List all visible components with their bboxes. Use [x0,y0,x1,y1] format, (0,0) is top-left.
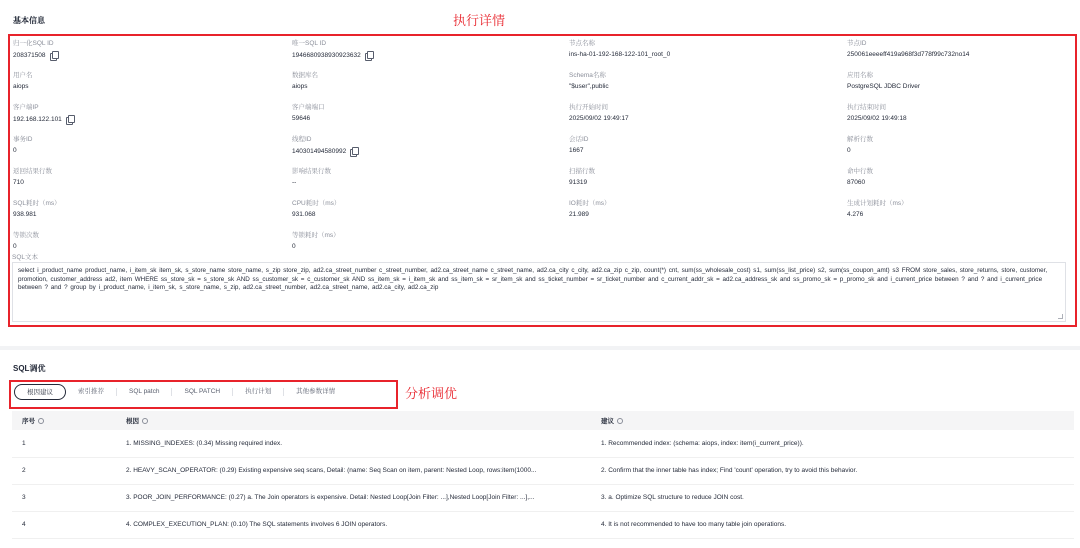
field-value [13,243,273,250]
field-value [13,83,273,90]
sort-icon[interactable] [142,418,148,424]
info-field [847,70,1080,90]
info-field [847,198,1080,218]
field-value [292,243,552,250]
field-value-text: 87060 [847,179,866,186]
info-field [13,134,273,154]
copy-icon[interactable] [66,115,73,123]
field-label: 解析行数 [847,136,873,143]
info-field [569,198,829,218]
field-label: 执行开始时间 [569,104,608,111]
field-value-text: 140301494580992 [292,147,347,155]
cell-no: 4 [12,511,116,538]
field-label: 命中行数 [847,168,873,175]
field-label: 客户端端口 [292,104,325,111]
info-field [569,38,829,58]
info-field [292,102,552,122]
field-value [292,211,552,218]
root-cause-table [12,411,1074,539]
copy-icon[interactable] [350,147,357,155]
info-field [13,166,273,186]
info-field [13,38,273,59]
field-value-text: 1667 [569,147,584,154]
cell-no: 1 [12,430,116,457]
field-value-text: 1946680938930923632 [292,51,361,59]
field-label: 等锁次数 [13,232,39,239]
tab-sql-patch-lower[interactable]: SQL patch [129,388,160,395]
info-field [847,38,1080,58]
field-value-text: 0 [13,147,17,154]
info-field [569,70,829,90]
cell-cause: 2. HEAVY_SCAN_OPERATOR: (0.29) Existing expensive seq scans, Detail: (name: Seq Scan on item, parent: Nested Loop, rows:item(1000... [116,457,591,484]
info-field [13,230,273,250]
section-divider [0,346,1080,350]
field-label: 生成计划耗时（ms） [847,200,908,207]
field-value-text: 250061eeeeff419a968f3d778f99c732no14 [847,51,970,58]
cell-advice: 2. Confirm that the inner table has index; Find 'count' operation, try to avoid this behavior. [591,457,1074,484]
field-label: 影响结果行数 [292,168,331,175]
field-value-text: 0 [292,243,296,250]
field-value-text: 2025/09/02 19:49:17 [569,115,629,122]
col-header-no[interactable] [12,411,116,430]
field-value-text: PostgreSQL JDBC Driver [847,83,921,90]
info-field [13,198,273,218]
field-value-text: 192.168.122.101 [13,115,62,123]
info-field [292,230,552,250]
field-value [13,115,273,123]
field-value [292,179,552,186]
basic-info-title: 基本信息 [13,16,45,25]
exec-details-annotation: 执行详情 [453,14,506,29]
analysis-tuning-annotation: 分析调优 [405,387,458,402]
field-value-text: ins-ha-01-192-168-122-101_root_0 [569,51,671,58]
tab-exec-plan[interactable]: 执行计划 [245,388,272,395]
tab-root-cause[interactable]: 根因建议 [14,384,66,400]
field-label: CPU耗时（ms） [292,200,341,207]
field-value-text: "$user",public [569,83,609,90]
info-field [292,166,552,186]
info-field [847,102,1080,122]
field-value [847,179,1080,186]
info-field [292,38,552,59]
info-field [847,166,1080,186]
field-value-text: 931.068 [292,211,316,218]
copy-icon[interactable] [50,51,57,59]
cell-advice: 1. Recommended index: (schema: aiops, index: item(i_current_price)). [591,430,1074,457]
sql-text-area[interactable] [12,262,1066,322]
field-value-text: 938.981 [13,211,37,218]
field-label: 返回结果行数 [13,168,52,175]
cell-cause: 4. COMPLEX_EXECUTION_PLAN: (0.10) The SQL statements involves 6 JOIN operators. [116,511,591,538]
info-field [292,134,552,155]
field-value [569,115,829,122]
sort-icon[interactable] [617,418,623,424]
cell-cause: 1. MISSING_INDEXES: (0.34) Missing required index. [116,430,591,457]
info-field [292,70,552,90]
field-value-text: 208371508 [13,51,46,59]
info-field [569,166,829,186]
field-value [569,147,829,154]
info-field [13,102,273,123]
field-value-text: 0 [13,243,17,250]
field-value [292,51,552,59]
field-value-text: 21.989 [569,211,589,218]
field-value-text: 2025/09/02 19:49:18 [847,115,907,122]
table-row [12,484,1074,511]
field-label: 客户端IP [13,104,39,111]
field-label: 事务ID [13,136,33,143]
field-value-text: 710 [13,179,24,186]
col-header-label: 根因 [126,418,139,425]
field-value-text: -- [292,179,297,186]
table-row [12,430,1074,457]
cell-advice: 4. It is not recommended to have too many table join operations. [591,511,1074,538]
field-value [13,51,273,59]
field-value [569,179,829,186]
field-value-text: 91319 [569,179,588,186]
field-value [292,147,552,155]
info-field [847,134,1080,154]
field-label: 应用名称 [847,72,873,79]
field-label: 归一化SQL ID [13,40,54,47]
info-field [569,102,829,122]
field-label: 用户名 [13,72,33,79]
field-value-text: 0 [847,147,851,154]
cell-no: 3 [12,484,116,511]
field-value-text: 59646 [292,115,311,122]
field-label: 线程ID [292,136,312,143]
field-label: 节点名称 [569,40,595,47]
table-row [12,511,1074,538]
tab-index-recommend[interactable]: 索引推荐 [78,388,104,395]
field-label: 执行结束时间 [847,104,886,111]
info-field [292,198,552,218]
field-label: 会话ID [569,136,589,143]
col-header-label: 序号 [22,418,35,425]
tab-other-params[interactable]: 其他参数详情 [296,388,336,395]
cell-cause: 3. POOR_JOIN_PERFORMANCE: (0.27) a. The Join operators is expensive. Detail: Nested Loop[Join Filter: ...],Nested Loop[Join Filter: ...],... [116,484,591,511]
sql-text-label: SQL文本 [12,254,39,261]
sql-tuning-title: SQL调优 [13,364,46,373]
field-value [847,211,1080,218]
tuning-tabs [14,383,347,401]
field-value [13,211,273,218]
field-value-text: aiops [13,83,29,90]
field-label: 唯一SQL ID [292,40,327,47]
field-value [292,115,552,122]
field-value [13,147,273,154]
field-value-text: aiops [292,83,308,90]
info-field [569,134,829,154]
field-value-text: 4.276 [847,211,864,218]
field-value [292,83,552,90]
field-value [847,83,1080,90]
cell-advice: 3. a. Optimize SQL structure to reduce JOIN cost. [591,484,1074,511]
field-label: 数据库名 [292,72,318,79]
field-value [569,51,829,58]
info-field [13,70,273,90]
col-header-advice[interactable] [591,411,1074,430]
col-header-label: 建议 [601,418,614,425]
field-label: 节点ID [847,40,867,47]
resize-grip-icon[interactable] [1058,314,1063,319]
field-label: 扫描行数 [569,168,595,175]
col-header-cause[interactable] [116,411,591,430]
field-label: Schema名称 [569,72,606,79]
cell-no: 2 [12,457,116,484]
copy-icon[interactable] [365,51,372,59]
field-label: 等锁耗时（ms） [292,232,340,239]
table-row [12,457,1074,484]
field-value [847,51,1080,58]
tab-sql-patch[interactable]: SQL PATCH [184,388,221,395]
field-value [569,211,829,218]
sort-icon[interactable] [38,418,44,424]
field-value [847,115,1080,122]
field-value [569,83,829,90]
sql-text-content: select i_product_name product_name, i_item_sk item_sk, s_store_name store_name, s_zip store_zip, ad2.ca_street_number c_street_number, ad2.ca_street_name c_street_name, ad2.ca_city c_city, ad2.ca_zip c_zip, count(*) cnt, sum(ss_wholesale_cost) s1, sum(ss_list_price) s2, sum(ss_coupon_amt) s3 FROM store_sales, store_returns, store, customer, promotion, customer_address ad2, item WHERE ss_store_sk = s_store_sk AND ss_customer_sk = c_customer_sk AND ss_item_sk = i_item_sk and ss_item_sk = sr_item_sk and ss_ticket_number = sr_ticket_number and c_current_addr_sk = ad2.ca_address_sk and ss_promo_sk = p_promo_sk and i_current_price between ? and ? and i_current_price between ? and ? group by i_product_name, i_item_sk, s_store_name, s_zip, ad2.ca_street_number, ad2.ca_street_name, ad2.ca_city, ad2.ca_zip [18,267,1048,291]
table-header-row [12,411,1074,430]
field-value [13,179,273,186]
field-label: SQL耗时（ms） [13,200,61,207]
field-label: IO耗时（ms） [569,200,611,207]
field-value [847,147,1080,154]
